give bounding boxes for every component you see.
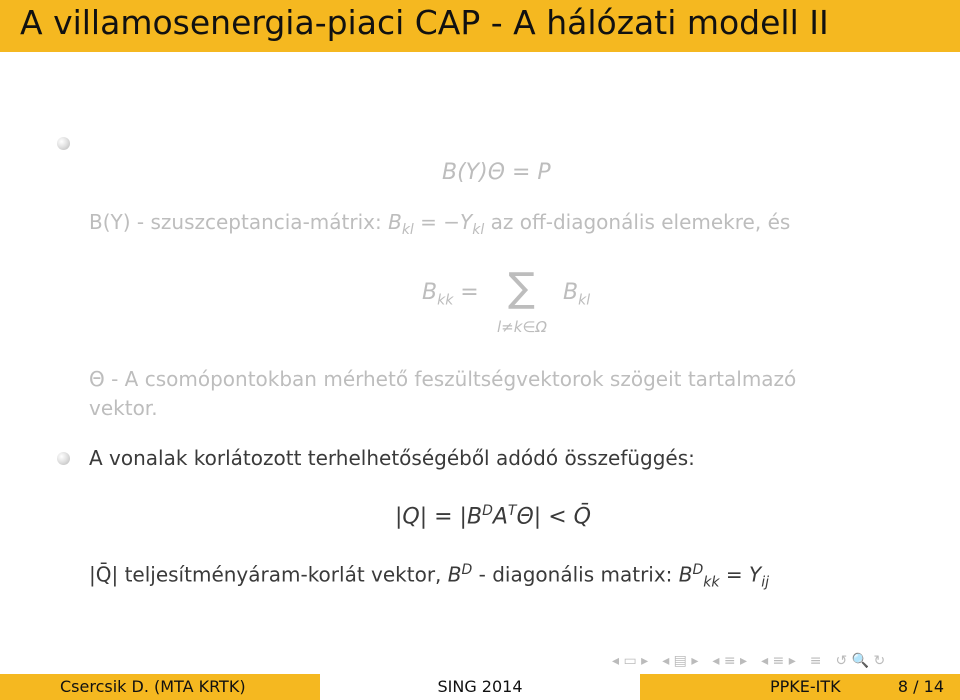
- footer-page-number: 8 / 14: [897, 677, 944, 696]
- footer-conference-box: [320, 674, 640, 700]
- nav-search-icon[interactable]: ↺ 🔍 ↻: [835, 653, 886, 669]
- diag-text: - diagonális matrix:: [472, 562, 679, 587]
- equals-sign: =: [453, 280, 479, 305]
- navigation-bar: [612, 650, 952, 672]
- footer-institution-box: [640, 674, 960, 700]
- nav-section-icon[interactable]: ◂ ≡ ▸: [712, 653, 748, 669]
- equals-sign-2: =: [719, 562, 749, 587]
- equals-minus: = −: [413, 210, 461, 234]
- footer-author-box: [0, 674, 320, 700]
- sum-equation-lhs: [422, 280, 479, 308]
- bd-symbol: B: [447, 562, 462, 587]
- y-symbol: Y: [460, 210, 473, 234]
- kl-sub: kl: [401, 222, 414, 238]
- footer-institution: PPKE-ITK: [770, 677, 841, 696]
- limit-prefix: |Q̄| teljesítményáram-korlát vektor,: [89, 562, 448, 587]
- bd-kk-symbol: B: [678, 562, 693, 587]
- flow-constraint-equation: [395, 503, 591, 529]
- nav-subsection-icon[interactable]: ◂ ▤ ▸: [662, 653, 699, 669]
- bkl-symbol: B: [563, 280, 579, 305]
- theta-less-qbar: Θ| < Q̄: [516, 504, 591, 530]
- limit-vector-line: [89, 562, 769, 591]
- kk-sub-2: kk: [703, 574, 720, 591]
- susceptance-prefix: B(Y) - szuszceptancia-mátrix:: [89, 210, 389, 234]
- abs-q: |Q| = |B: [395, 504, 483, 530]
- title-bar: [0, 0, 960, 52]
- d-sup: D: [482, 503, 493, 519]
- t-sup: T: [507, 503, 517, 519]
- sum-subscript: l≠k∈Ω: [497, 318, 547, 336]
- footer-author: Csercsik D. (MTA KRTK): [60, 677, 246, 696]
- y-symbol-2: Y: [749, 562, 762, 587]
- slide-title: A villamosenergia-piaci CAP - A hálózati modell II: [20, 3, 829, 42]
- constraint-intro: A vonalak korlátozott terhelhetőségéből adódó összefüggés:: [89, 446, 695, 470]
- kk-sub: kk: [437, 292, 454, 309]
- nav-frame-icon[interactable]: ◂ ▭ ▸: [612, 653, 649, 669]
- susceptance-line: [89, 210, 790, 238]
- footer-conference: SING 2014: [437, 677, 523, 696]
- theta-description-line2: vektor.: [89, 396, 158, 420]
- footer: [0, 674, 960, 700]
- bullet-icon: [57, 137, 70, 150]
- kl-sub-rhs: kl: [578, 292, 591, 309]
- ij-sub: ij: [761, 574, 769, 591]
- bkk-symbol: B: [422, 280, 438, 305]
- sum-equation-rhs: [563, 280, 590, 308]
- a-symbol: A: [492, 504, 508, 530]
- bullet-icon: [57, 452, 70, 465]
- d-sup-3: D: [692, 562, 704, 578]
- equation-text: B(Y)Θ = P: [442, 160, 551, 185]
- nav-align-icon[interactable]: ≡: [809, 653, 822, 669]
- b-symbol: B: [388, 210, 402, 234]
- nav-doc-icon[interactable]: ◂ ≡ ▸: [761, 653, 796, 669]
- kl-sub-2: kl: [472, 222, 485, 238]
- susceptance-suffix: az off-diagonális elemekre, és: [484, 210, 791, 234]
- equation-b-y-theta: [442, 160, 551, 185]
- sum-symbol: ∑: [508, 265, 535, 311]
- d-sup-2: D: [461, 562, 473, 578]
- theta-description-line1: Θ - A csomópontokban mérhető feszültségvektorok szögeit tartalmazó: [89, 367, 797, 391]
